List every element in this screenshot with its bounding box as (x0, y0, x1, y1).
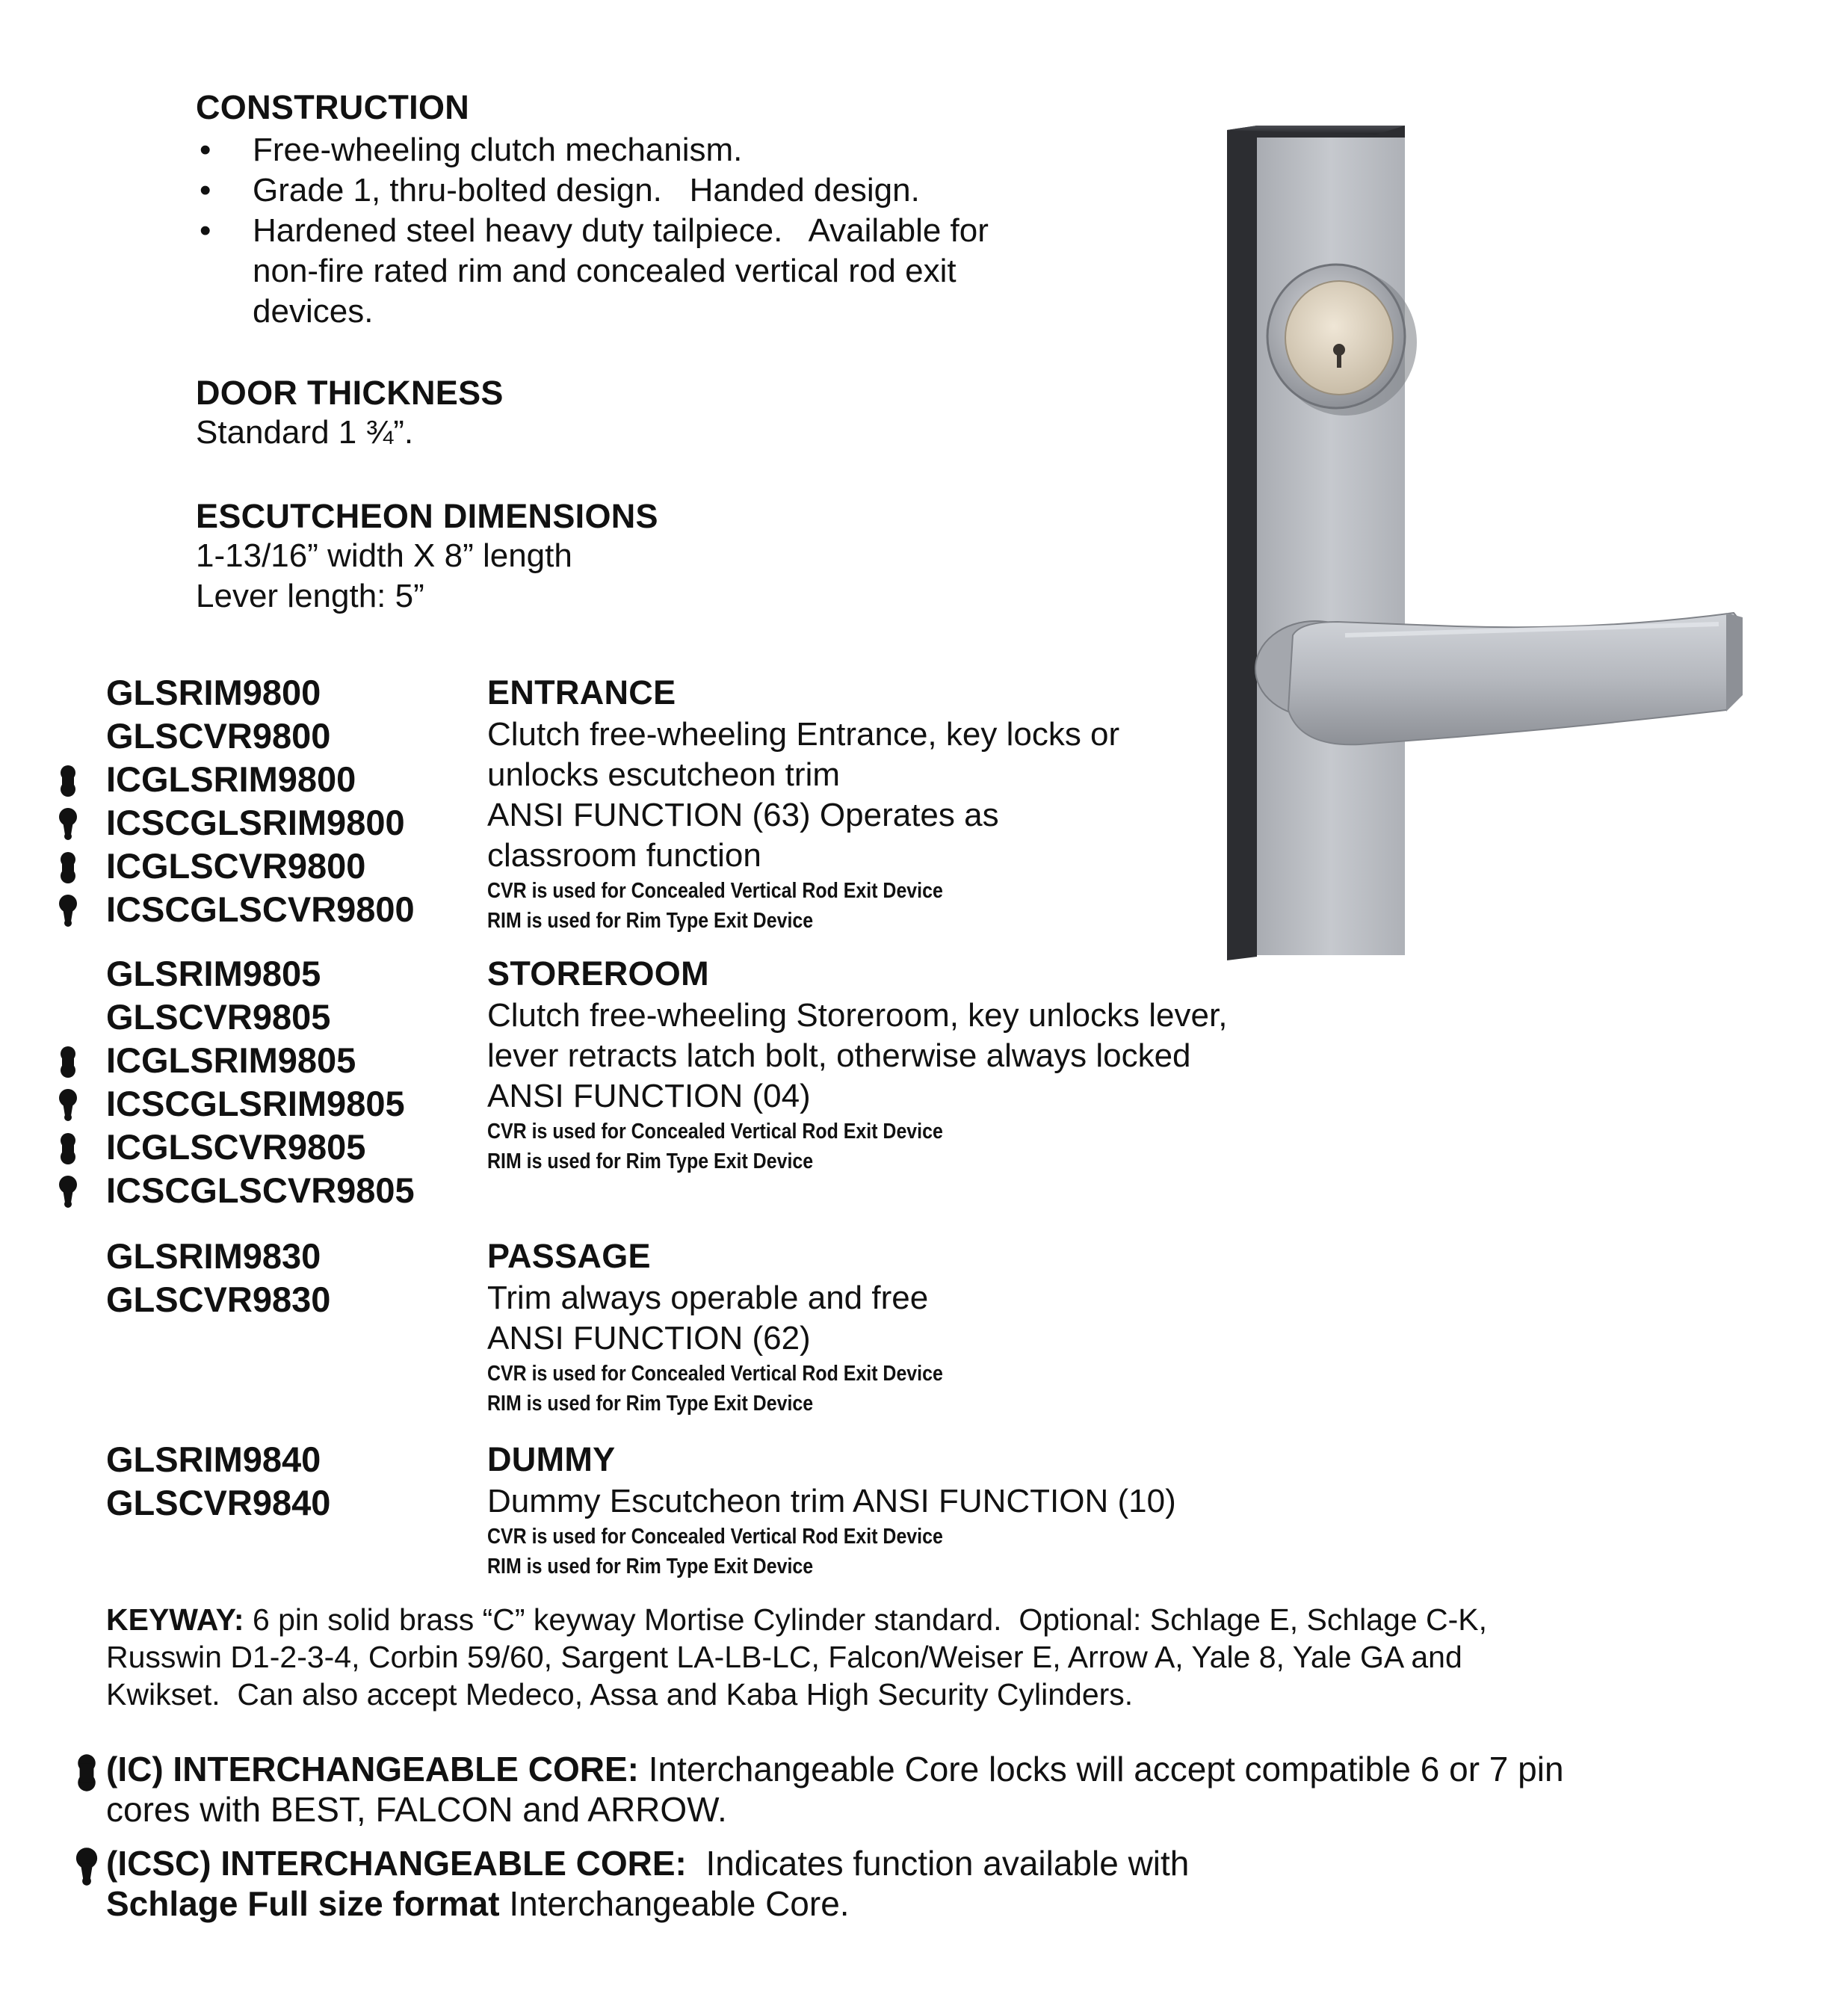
model-number: GLSCVR9800 (106, 716, 331, 756)
function-title: PASSAGE (487, 1237, 651, 1275)
model-number: ICSCGLSRIM9805 (106, 1082, 415, 1126)
function-note: RIM is used for Rim Type Exit Device (487, 909, 814, 933)
icsc-core-icon (55, 808, 81, 841)
legend-ic-text: cores with BEST, FALCON and ARROW. (106, 1790, 727, 1829)
model-number: GLSCVR9805 (106, 997, 331, 1037)
keyway-label: KEYWAY: (106, 1602, 244, 1637)
model-number: ICSCGLSRIM9800 (106, 801, 415, 845)
bullet-icon: • (200, 132, 211, 168)
function-desc-line: Trim always operable and free (487, 1280, 929, 1316)
keyway-section (106, 1601, 1750, 1713)
cylinder-face (1285, 281, 1393, 395)
model-number: ICSCGLSCVR9805 (106, 1169, 415, 1212)
construction-item-text: Grade 1, thru-bolted design. Handed design. (253, 172, 920, 209)
storeroom-description (487, 952, 1369, 1176)
ic-core-icon (72, 1753, 102, 1792)
construction-list (196, 130, 1167, 332)
model-number: GLSCVR9840 (106, 1483, 331, 1522)
dummy-description (487, 1438, 1369, 1581)
construction-item-text: Hardened steel heavy duty tailpiece. Available for (253, 212, 989, 249)
function-note: CVR is used for Concealed Vertical Rod Exit Device (487, 1362, 943, 1386)
ic-core-icon (55, 765, 81, 797)
function-desc-line: Clutch free-wheeling Storeroom, key unlocks lever, (487, 997, 1228, 1034)
function-desc-line: Dummy Escutcheon trim ANSI FUNCTION (10) (487, 1483, 1176, 1519)
bullet-icon: • (200, 172, 211, 209)
construction-item-text: devices. (253, 293, 374, 330)
escutcheon-heading: ESCUTCHEON DIMENSIONS (196, 497, 658, 535)
construction-section (196, 88, 1167, 332)
construction-item (196, 130, 1167, 170)
model-number: GLSRIM9800 (106, 673, 321, 712)
function-note: CVR is used for Concealed Vertical Rod Exit Device (487, 1525, 943, 1549)
icsc-core-icon (55, 1176, 81, 1209)
construction-item-text: Free-wheeling clutch mechanism. (253, 132, 743, 168)
function-title: STOREROOM (487, 954, 709, 993)
model-number: GLSRIM9840 (106, 1439, 321, 1479)
bullet-icon: • (200, 212, 211, 249)
lever-tip (1726, 613, 1743, 712)
legend-ic (106, 1749, 1787, 1830)
keyway-text: Russwin D1-2-3-4, Corbin 59/60, Sargent LA-LB-LC, Falcon/Weiser E, Arrow A, Yale 8, Yale GA and (106, 1640, 1462, 1674)
construction-item-text: non-fire rated rim and concealed vertical rod exit (253, 253, 957, 289)
model-number: ICGLSRIM9800 (106, 758, 415, 801)
function-title: DUMMY (487, 1440, 616, 1478)
function-note: CVR is used for Concealed Vertical Rod Exit Device (487, 1120, 943, 1144)
model-number: ICSCGLSCVR9800 (106, 888, 415, 931)
model-number: GLSRIM9805 (106, 954, 321, 993)
construction-heading: CONSTRUCTION (196, 88, 470, 126)
escutcheon-section (196, 497, 658, 617)
door-thickness-heading: DOOR THICKNESS (196, 374, 504, 412)
model-number: ICGLSRIM9805 (106, 1039, 415, 1082)
legend-icsc (106, 1843, 1787, 1924)
icsc-core-icon (55, 895, 81, 928)
keyway-text: Kwikset. Can also accept Medeco, Assa and Kaba High Security Cylinders. (106, 1677, 1134, 1712)
construction-item (196, 170, 1167, 211)
function-note: CVR is used for Concealed Vertical Rod Exit Device (487, 879, 943, 903)
function-note: RIM is used for Rim Type Exit Device (487, 1555, 814, 1578)
dummy-model-list (106, 1438, 330, 1525)
legend-icsc-label: (ICSC) INTERCHANGEABLE CORE: (106, 1844, 687, 1883)
construction-item (196, 211, 1167, 332)
door-thickness-section (196, 374, 504, 453)
door-thickness-value: Standard 1 ¾”. (196, 414, 414, 451)
ic-core-icon (55, 1132, 81, 1165)
function-desc-line: classroom function (487, 837, 761, 874)
legend-ic-label: (IC) INTERCHANGEABLE CORE: (106, 1750, 639, 1788)
icsc-core-icon (72, 1848, 102, 1886)
storeroom-model-list (106, 952, 415, 1212)
model-number: GLSCVR9830 (106, 1280, 331, 1319)
legend-icsc-bold: Schlage Full size format (106, 1884, 500, 1923)
entrance-model-list (106, 671, 415, 931)
lever-length: Lever length: 5” (196, 578, 424, 614)
legend-icsc-text: Indicates function available with (686, 1844, 1190, 1883)
model-number: ICGLSCVR9805 (106, 1126, 415, 1169)
function-desc-line: ANSI FUNCTION (62) (487, 1320, 811, 1357)
passage-model-list (106, 1235, 330, 1321)
keyway-text: 6 pin solid brass “C” keyway Mortise Cylinder standard. Optional: Schlage E, Schlage C-K, (244, 1602, 1488, 1637)
legend-icsc-text: Interchangeable Core. (499, 1884, 850, 1923)
function-desc-line: ANSI FUNCTION (63) Operates as (487, 797, 999, 833)
function-desc-line: lever retracts latch bolt, otherwise always locked (487, 1037, 1191, 1074)
ic-core-icon (55, 1046, 81, 1078)
ic-core-icon (55, 851, 81, 884)
function-desc-line: Clutch free-wheeling Entrance, key locks or (487, 716, 1120, 753)
entrance-description (487, 671, 1369, 936)
legend-ic-text: Interchangeable Core locks will accept compatible 6 or 7 pin (638, 1750, 1564, 1788)
function-desc-line: unlocks escutcheon trim (487, 756, 840, 793)
function-note: RIM is used for Rim Type Exit Device (487, 1149, 814, 1173)
function-note: RIM is used for Rim Type Exit Device (487, 1392, 814, 1416)
function-title: ENTRANCE (487, 673, 676, 712)
model-number: GLSRIM9830 (106, 1236, 321, 1276)
model-number: ICGLSCVR9800 (106, 845, 415, 888)
icsc-core-icon (55, 1089, 81, 1122)
passage-description (487, 1235, 1369, 1419)
escutcheon-dimensions: 1-13/16” width X 8” length (196, 537, 572, 574)
function-desc-line: ANSI FUNCTION (04) (487, 1078, 811, 1114)
